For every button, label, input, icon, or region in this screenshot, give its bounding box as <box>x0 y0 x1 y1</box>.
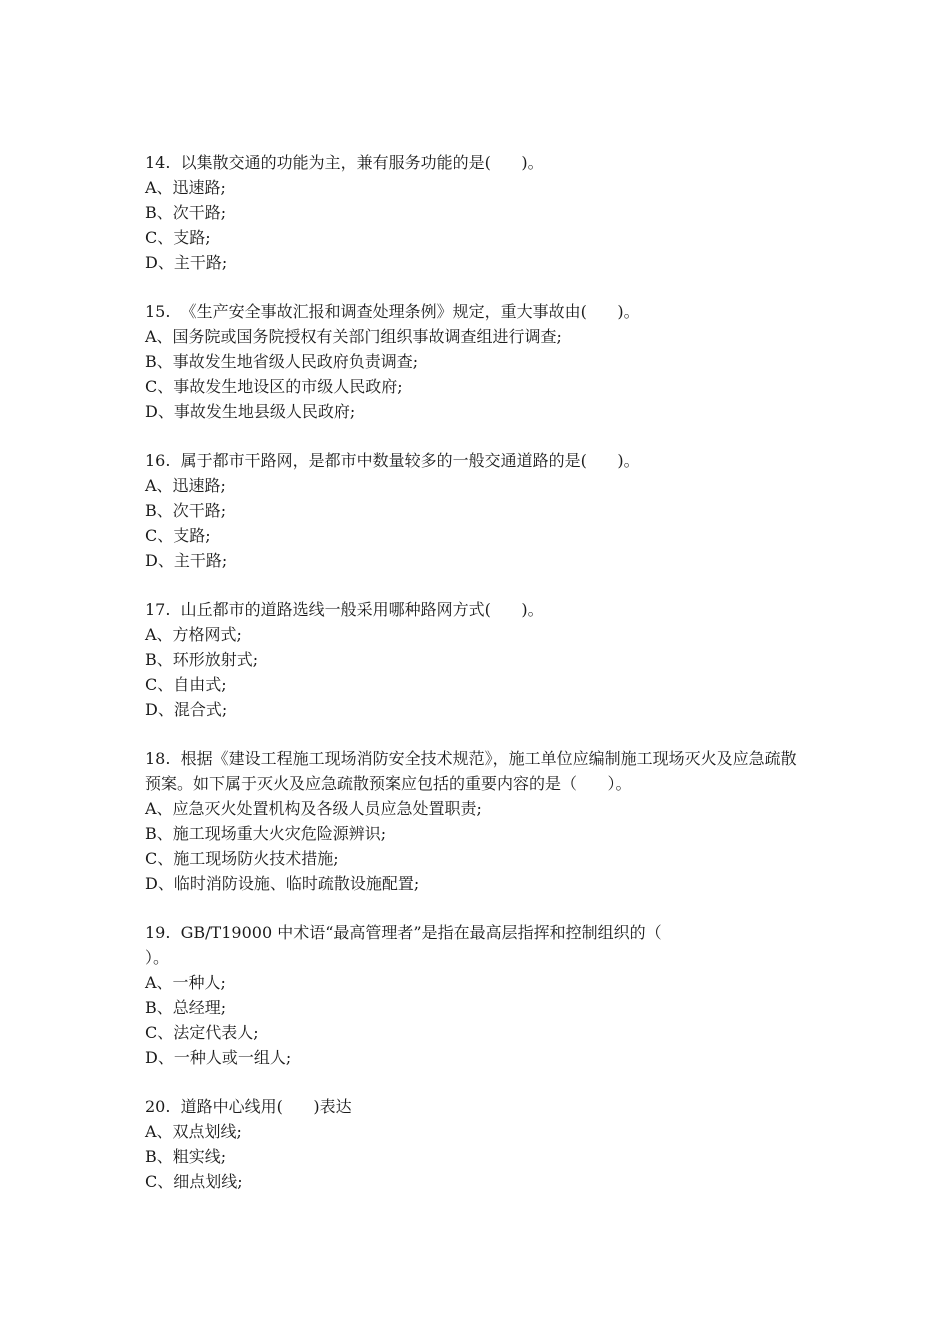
option-b: B、粗实线; <box>145 1147 227 1166</box>
question-18 <box>145 746 805 896</box>
question-text: 20. 道路中心线用( )表达 <box>145 1097 352 1116</box>
question-16 <box>145 448 805 573</box>
option-a: A、应急灭火处置机构及各级人员应急处置职责; <box>145 799 482 818</box>
option-c: C、施工现场防火技术措施; <box>145 849 339 868</box>
question-text: 16. 属于都市干路网，是都市中数量较多的一般交通道路的是( )。 <box>145 451 640 470</box>
option-c: C、法定代表人; <box>145 1023 259 1042</box>
question-17 <box>145 597 805 722</box>
question-20 <box>145 1094 805 1194</box>
option-b: B、环形放射式; <box>145 650 259 669</box>
option-a: A、一种人; <box>145 973 226 992</box>
question-text: 17. 山丘都市的道路选线一般采用哪种路网方式( )。 <box>145 600 544 619</box>
option-c: C、支路; <box>145 228 211 247</box>
option-b: B、施工现场重大火灾危险源辨识; <box>145 824 387 843</box>
document-page <box>145 150 805 1218</box>
option-a: A、迅速路; <box>145 178 226 197</box>
option-a: A、方格网式; <box>145 625 242 644</box>
option-c: C、事故发生地设区的市级人民政府; <box>145 377 403 396</box>
question-15 <box>145 299 805 424</box>
option-c: C、支路; <box>145 526 211 545</box>
question-19 <box>145 920 805 1070</box>
question-text: 19. GB/T19000 中术语“最高管理者”是指在最高层指挥和控制组织的（ ）。 <box>145 923 794 967</box>
option-b: B、次干路; <box>145 203 227 222</box>
option-c: C、自由式; <box>145 675 227 694</box>
option-d: D、临时消防设施、临时疏散设施配置; <box>145 874 420 893</box>
option-b: B、事故发生地省级人民政府负责调查; <box>145 352 419 371</box>
question-14 <box>145 150 805 275</box>
option-a: A、双点划线; <box>145 1122 242 1141</box>
option-d: D、事故发生地县级人民政府; <box>145 402 356 421</box>
question-text: 15. 《生产安全事故汇报和调查处理条例》规定，重大事故由( )。 <box>145 302 640 321</box>
option-b: B、次干路; <box>145 501 227 520</box>
option-d: D、混合式; <box>145 700 228 719</box>
option-a: A、国务院或国务院授权有关部门组织事故调查组进行调查; <box>145 327 562 346</box>
question-text: 18. 根据《建设工程施工现场消防安全技术规范》，施工单位应编制施工现场灭火及应急疏散预案。如下属于灭火及应急疏散预案应包括的重要内容的是（ ）。 <box>145 749 797 793</box>
option-d: D、主干路; <box>145 551 228 570</box>
question-text: 14. 以集散交通的功能为主，兼有服务功能的是( )。 <box>145 153 544 172</box>
option-c: C、细点划线; <box>145 1172 243 1191</box>
option-d: D、主干路; <box>145 253 228 272</box>
option-a: A、迅速路; <box>145 476 226 495</box>
option-b: B、总经理; <box>145 998 227 1017</box>
option-d: D、一种人或一组人; <box>145 1048 292 1067</box>
